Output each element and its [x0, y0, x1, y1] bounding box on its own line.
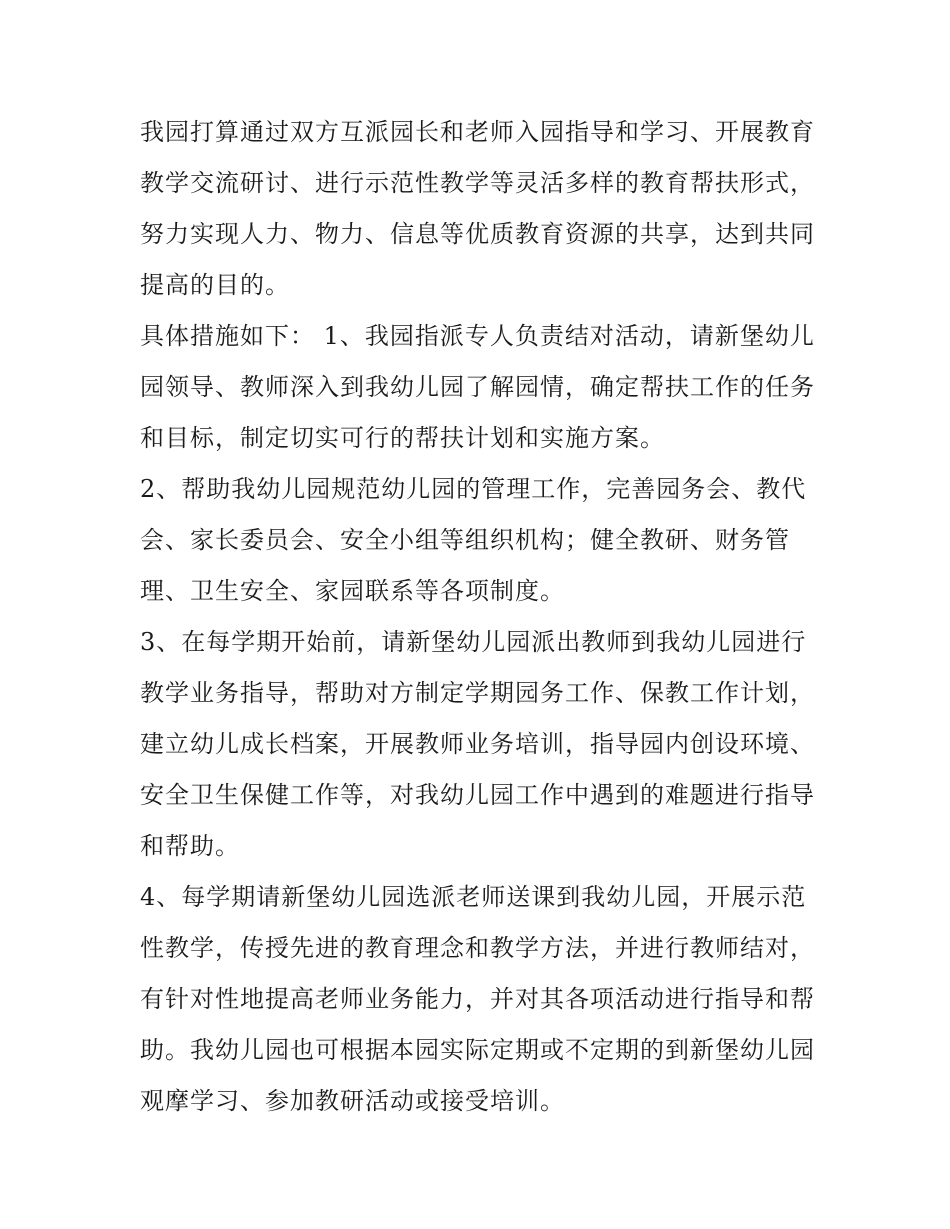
text-line: 理、卫生安全、家园联系等各项制度。	[140, 577, 565, 605]
paragraph-measure-2	[140, 464, 830, 617]
text-line: 和目标，制定切实可行的帮扶计划和实施方案。	[140, 424, 665, 452]
text-line: 我园打算通过双方互派园长和老师入园指导和学习、开展教育	[140, 118, 815, 146]
text-line: 教学业务指导，帮助对方制定学期园务工作、保教工作计划，	[140, 679, 815, 707]
text-line: 园领导、教师深入到我幼儿园了解园情，确定帮扶工作的任务	[140, 373, 815, 401]
text-line: 提高的目的。	[140, 271, 290, 299]
text-line: 性教学，传授先进的教育理念和教学方法，并进行教师结对，	[140, 934, 815, 962]
text-line: 建立幼儿成长档案，开展教师业务培训，指导园内创设环境、	[140, 730, 815, 758]
text-line: 4、每学期请新堡幼儿园选派老师送课到我幼儿园，开展示范	[140, 883, 807, 911]
text-line: 具体措施如下： 1、我园指派专人负责结对活动，请新堡幼儿	[140, 322, 815, 350]
paragraph-intro	[140, 107, 830, 311]
text-line: 教学交流研讨、进行示范性教学等灵活多样的教育帮扶形式，	[140, 169, 815, 197]
text-line: 2、帮助我幼儿园规范幼儿园的管理工作，完善园务会、教代	[140, 475, 807, 503]
paragraph-measure-1	[140, 311, 830, 464]
text-line: 安全卫生保健工作等，对我幼儿园工作中遇到的难题进行指导	[140, 781, 815, 809]
text-line: 有针对性地提高老师业务能力，并对其各项活动进行指导和帮	[140, 985, 815, 1013]
paragraph-measure-4	[140, 872, 830, 1127]
text-line: 和帮助。	[140, 832, 240, 860]
text-line: 努力实现人力、物力、信息等优质教育资源的共享，达到共同	[140, 220, 815, 248]
text-line: 观摩学习、参加教研活动或接受培训。	[140, 1087, 565, 1115]
text-line: 助。我幼儿园也可根据本园实际定期或不定期的到新堡幼儿园	[140, 1036, 815, 1064]
text-line: 会、家长委员会、安全小组等组织机构；健全教研、财务管	[140, 526, 790, 554]
text-line: 3、在每学期开始前，请新堡幼儿园派出教师到我幼儿园进行	[140, 628, 807, 656]
paragraph-measure-3	[140, 617, 830, 872]
document-body	[140, 107, 830, 1127]
